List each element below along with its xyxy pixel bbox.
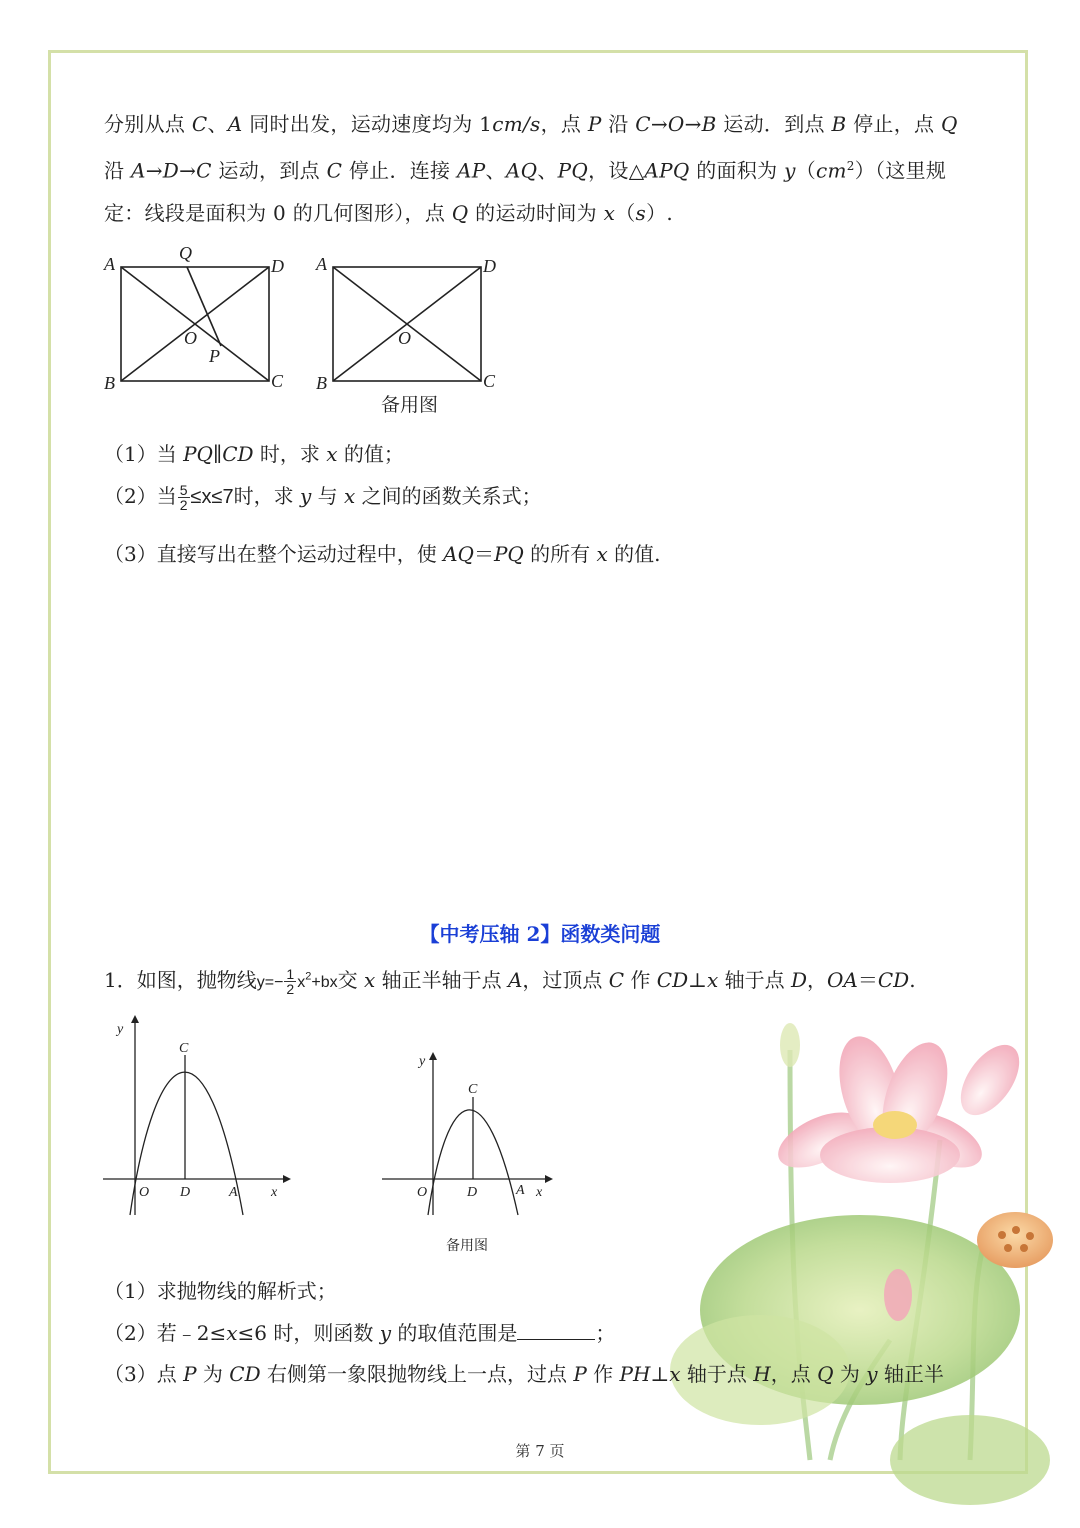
fraction-one-half: $\frac{1}{2}$ <box>286 966 295 997</box>
label-d: D <box>271 256 284 276</box>
backup-x-axis-arrow-icon <box>545 1175 553 1183</box>
label-q: Q <box>179 243 192 263</box>
question-2-1: （1）求抛物线的解析式； <box>104 1279 337 1303</box>
label-x: x <box>271 1185 278 1200</box>
backup-caption-2: 备用图 <box>446 1238 488 1254</box>
problem-intro <box>104 103 984 234</box>
label-a2: A <box>229 1185 238 1200</box>
intro-line-2: 沿 A→D→C 运动，到点 C 停止．连接 AP、AQ、PQ，设△APQ 的面积为 $y(cm^2)$（这里规 <box>104 158 947 183</box>
label-d2: D <box>180 1185 191 1200</box>
x-axis-arrow-icon <box>283 1175 291 1183</box>
backup-label-d: D <box>483 256 496 276</box>
answer-blank[interactable] <box>517 1321 595 1340</box>
label-y: y <box>117 1022 124 1037</box>
fraction-five-halves: $\frac{5}{2}$ <box>179 482 188 513</box>
intro-line-1: 分别从点 C、A 同时出发，运动速度均为 1cm/s，点 P 沿 C→O→B 运动．到点 B 停止，点 Q <box>104 112 958 136</box>
section-title: 【中考压轴 2】函数类问题 <box>419 922 661 946</box>
page-number: 第 7 页 <box>515 1442 565 1460</box>
parabola-figure <box>95 1015 565 1240</box>
backup-label-x: x <box>536 1185 543 1200</box>
question-1-2: （2）当 $\frac{5}{2}$ ≤x≤7时，求 y 与 x 之间的函数关系式； <box>104 482 542 513</box>
y-axis-arrow-icon <box>131 1015 139 1023</box>
backup-label-c2: C <box>468 1082 478 1097</box>
question-1-3: （3）直接写出在整个运动过程中，使 AQ＝PQ 的所有 x 的值. <box>104 542 661 566</box>
label-o2: O <box>139 1185 150 1200</box>
question-2-2: （2）若﹣2≤x≤6 时，则函数 y 的取值范围是 ； <box>104 1321 616 1345</box>
question-1-1: （1）当 PQ∥CD 时，求 x 的值； <box>104 442 404 466</box>
label-c: C <box>271 371 284 391</box>
backup-label-b: B <box>316 373 327 393</box>
label-b: B <box>104 373 115 393</box>
backup-label-o2: O <box>417 1185 428 1200</box>
label-c2: C <box>179 1041 189 1056</box>
backup-label-a2: A <box>516 1183 525 1198</box>
question-2-3: （3）点 P 为 CD 右侧第一象限抛物线上一点，过点 P 作 PH⊥x 轴于点 H，点 Q 为 y 轴正半 <box>104 1362 944 1386</box>
backup-label-o: O <box>398 328 411 348</box>
rectangle-figure <box>95 240 515 420</box>
backup-label-d2: D <box>467 1185 478 1200</box>
backup-label-c: C <box>483 371 496 391</box>
backup-label-y: y <box>419 1054 426 1069</box>
label-o: O <box>184 328 197 348</box>
backup-caption-1: 备用图 <box>381 394 439 416</box>
backup-y-axis-arrow-icon <box>429 1052 437 1060</box>
problem-2-statement: 1．如图，抛物线y=− $\frac{1}{2}$ $x^2+bx$交 x 轴正半轴于点 A，过顶点 C 作 CD⊥x 轴于点 D，OA＝CD. <box>104 966 916 997</box>
intro-line-3: 定：线段是面积为 0 的几何图形），点 Q 的运动时间为 x（s）. <box>104 200 674 225</box>
label-p: P <box>209 346 220 366</box>
backup-label-a: A <box>316 254 327 274</box>
label-a: A <box>104 254 115 274</box>
